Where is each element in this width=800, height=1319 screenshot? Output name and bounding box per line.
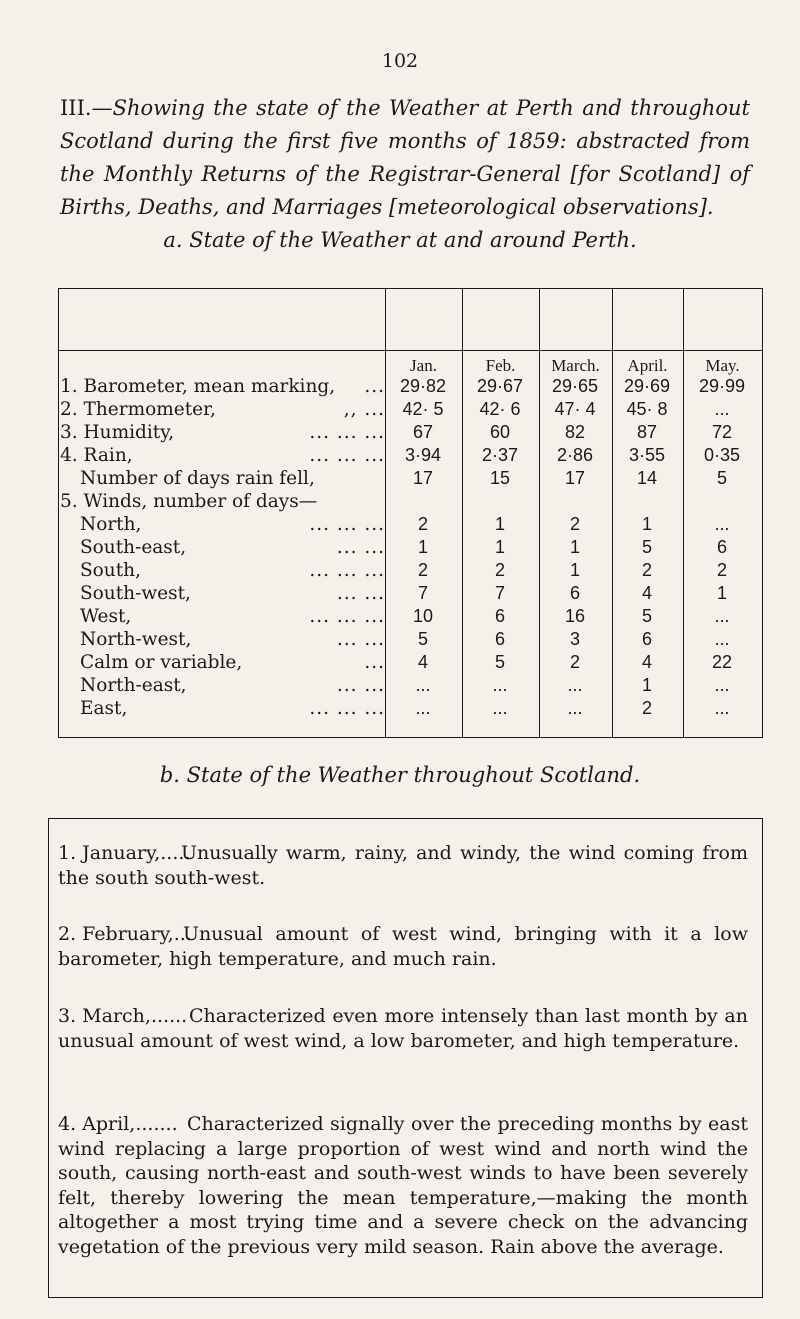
cell-value: 1	[716, 583, 727, 603]
cell-value: 3·55	[628, 445, 666, 465]
notes-right-rule	[762, 818, 763, 1298]
cell-value: ...	[714, 399, 730, 419]
cell-value: 6	[716, 537, 727, 557]
note-text: Unusually warm, rainy, and windy, the wind coming from the south south-west.	[58, 842, 748, 889]
intro-numeral: III.	[60, 96, 92, 120]
cell-value: 2	[417, 514, 428, 534]
table-row	[60, 468, 760, 491]
row-label: South-east,	[80, 537, 187, 558]
cell-value: ...	[714, 629, 730, 649]
note-january	[58, 841, 748, 890]
cell-value: ...	[492, 698, 508, 718]
note-head: 4. April,.......	[58, 1113, 178, 1135]
intro-text: —Showing the state of the Weather at Perth and throughout Scotland during the first five months of 1859: abstracted from the Monthly Returns of the Registrar-General [for Scotland] of Births, Deaths, and Marriages [meteorological observations].	[60, 96, 750, 219]
cell-value: ...	[714, 606, 730, 626]
row-label: South-west,	[80, 583, 191, 604]
notes-top-rule	[48, 818, 763, 819]
cell-value: 29·67	[476, 376, 524, 396]
table-left-rule	[58, 288, 59, 738]
cell-value: 3·94	[404, 445, 442, 465]
leader-dots: ... ...	[336, 629, 385, 650]
leader-dots: ... ... ...	[309, 698, 385, 719]
section-a-title: a. State of the Weather at and around Perth.	[163, 228, 637, 252]
leader-dots: ... ... ...	[309, 606, 385, 627]
cell-value: 14	[636, 468, 658, 488]
cell-value: 6	[641, 629, 652, 649]
intro-paragraph	[60, 92, 750, 224]
cell-value: 7	[494, 583, 505, 603]
row-label: 1. Barometer, mean marking,	[60, 376, 336, 397]
cell-value: 29·99	[698, 376, 746, 396]
cell-value: ...	[415, 698, 431, 718]
col-header-feb: Feb.	[485, 356, 516, 375]
cell-value: ...	[714, 698, 730, 718]
cell-value: 60	[489, 422, 511, 442]
cell-value: 6	[494, 629, 505, 649]
cell-value: 7	[417, 583, 428, 603]
note-march	[58, 1004, 748, 1053]
table-row	[60, 652, 760, 675]
leader-dots: ... ...	[336, 583, 385, 604]
cell-value: 22	[711, 652, 733, 672]
cell-value: 2·37	[481, 445, 519, 465]
row-label: 3. Humidity,	[60, 422, 175, 443]
cell-value: 6	[569, 583, 580, 603]
cell-value: 42· 5	[402, 399, 444, 419]
table-row	[60, 675, 760, 698]
leader-dots: ...	[364, 376, 385, 397]
note-text: Characterized signally over the preceding months by east wind replacing a large proportion of west wind and north wind the south, causing north-east and south-west winds to have been severely felt, thereby lowering the mean temperature,—making the month altogether a most trying time and a severe check on the advancing vegetation of the previous very mild season. Rain above the average.	[58, 1113, 748, 1258]
cell-value: 29·65	[551, 376, 599, 396]
cell-value: 67	[412, 422, 434, 442]
table-row	[60, 698, 760, 721]
cell-value: 0·35	[703, 445, 741, 465]
table-bottom-rule	[58, 737, 763, 738]
row-label: South,	[80, 560, 141, 581]
note-head: 3. March,......	[58, 1005, 188, 1027]
cell-value: 2	[494, 560, 505, 580]
cell-value: 29·82	[399, 376, 447, 396]
col-header-may: May.	[705, 356, 740, 375]
note-february	[58, 922, 748, 971]
leader-dots: ... ... ...	[309, 560, 385, 581]
table-row	[60, 560, 760, 583]
leader-dots: ... ...	[336, 537, 385, 558]
cell-value: 10	[412, 606, 434, 626]
leader-dots: ,, ...	[343, 399, 385, 420]
cell-value: 29·69	[623, 376, 671, 396]
cell-value: 4	[641, 652, 652, 672]
col-header-jan: Jan.	[410, 356, 437, 375]
cell-value: 2	[569, 652, 580, 672]
table-right-rule	[762, 288, 763, 738]
cell-value: 45· 8	[626, 399, 668, 419]
leader-dots: ... ... ...	[309, 422, 385, 443]
row-label: East,	[80, 698, 128, 719]
table-row	[60, 399, 760, 422]
row-label: 2. Thermometer,	[60, 399, 216, 420]
note-april	[58, 1112, 748, 1259]
note-head: 1. January,.....	[58, 842, 191, 864]
cell-value: 1	[494, 514, 505, 534]
table-row	[60, 514, 760, 537]
row-label: North-east,	[80, 675, 187, 696]
cell-value: 2	[417, 560, 428, 580]
table-row	[60, 606, 760, 629]
table-row	[60, 583, 760, 606]
table-top-rule	[58, 288, 763, 289]
leader-dots: ... ... ...	[309, 514, 385, 535]
cell-value: 15	[489, 468, 511, 488]
cell-value: 2	[716, 560, 727, 580]
cell-value: 5	[641, 537, 652, 557]
cell-value: 5	[716, 468, 727, 488]
cell-value: 4	[417, 652, 428, 672]
row-label: North,	[80, 514, 142, 535]
row-label: West,	[80, 606, 132, 627]
cell-value: 5	[417, 629, 428, 649]
cell-value: ...	[714, 675, 730, 695]
row-label: Calm or variable,	[80, 652, 243, 673]
cell-value: ...	[492, 675, 508, 695]
col-header-march: March.	[551, 356, 600, 375]
page-number: 102	[381, 50, 419, 72]
cell-value: 47· 4	[554, 399, 596, 419]
cell-value: 1	[417, 537, 428, 557]
cell-value: 16	[564, 606, 586, 626]
cell-value: ...	[567, 675, 583, 695]
note-text: Unusual amount of west wind, bringing with it a low barometer, high temperature, and much rain.	[58, 923, 748, 970]
cell-value: 5	[641, 606, 652, 626]
leader-dots: ... ...	[336, 675, 385, 696]
leader-dots: ... ... ...	[309, 445, 385, 466]
cell-value: 4	[641, 583, 652, 603]
cell-value: 1	[641, 514, 652, 534]
table-row	[60, 445, 760, 468]
notes-bottom-rule	[48, 1297, 763, 1298]
cell-value: ...	[415, 675, 431, 695]
note-head: 2. February,...	[58, 923, 192, 945]
cell-value: 1	[569, 560, 580, 580]
cell-value: 1	[494, 537, 505, 557]
notes-left-rule	[48, 818, 49, 1298]
cell-value: 2	[641, 698, 652, 718]
cell-value: 82	[564, 422, 586, 442]
cell-value: 2	[569, 514, 580, 534]
row-label: Number of days rain fell,	[80, 468, 315, 489]
row-label: North-west,	[80, 629, 192, 650]
table-row	[60, 491, 760, 514]
cell-value: 1	[569, 537, 580, 557]
cell-value: 2·86	[556, 445, 594, 465]
cell-value: ...	[714, 514, 730, 534]
cell-value: 42· 6	[479, 399, 521, 419]
section-b-title: b. State of the Weather throughout Scotland.	[159, 763, 641, 787]
table-row	[60, 422, 760, 445]
note-text: Characterized even more intensely than last month by an unusual amount of west wind, a low barometer, and high temperature.	[58, 1005, 748, 1052]
cell-value: 17	[412, 468, 434, 488]
row-label: 5. Winds, number of days—	[60, 491, 318, 512]
cell-value: 3	[569, 629, 580, 649]
cell-value: 2	[641, 560, 652, 580]
row-label: 4. Rain,	[60, 445, 133, 466]
table-row	[60, 629, 760, 652]
col-header-april: April.	[627, 356, 668, 375]
cell-value: ...	[567, 698, 583, 718]
table-row	[60, 376, 760, 399]
table-row	[60, 537, 760, 560]
cell-value: 17	[564, 468, 586, 488]
cell-value: 1	[641, 675, 652, 695]
table-header-rule	[58, 350, 763, 351]
cell-value: 6	[494, 606, 505, 626]
cell-value: 87	[636, 422, 658, 442]
leader-dots: ...	[364, 652, 385, 673]
cell-value: 72	[711, 422, 733, 442]
cell-value: 5	[494, 652, 505, 672]
